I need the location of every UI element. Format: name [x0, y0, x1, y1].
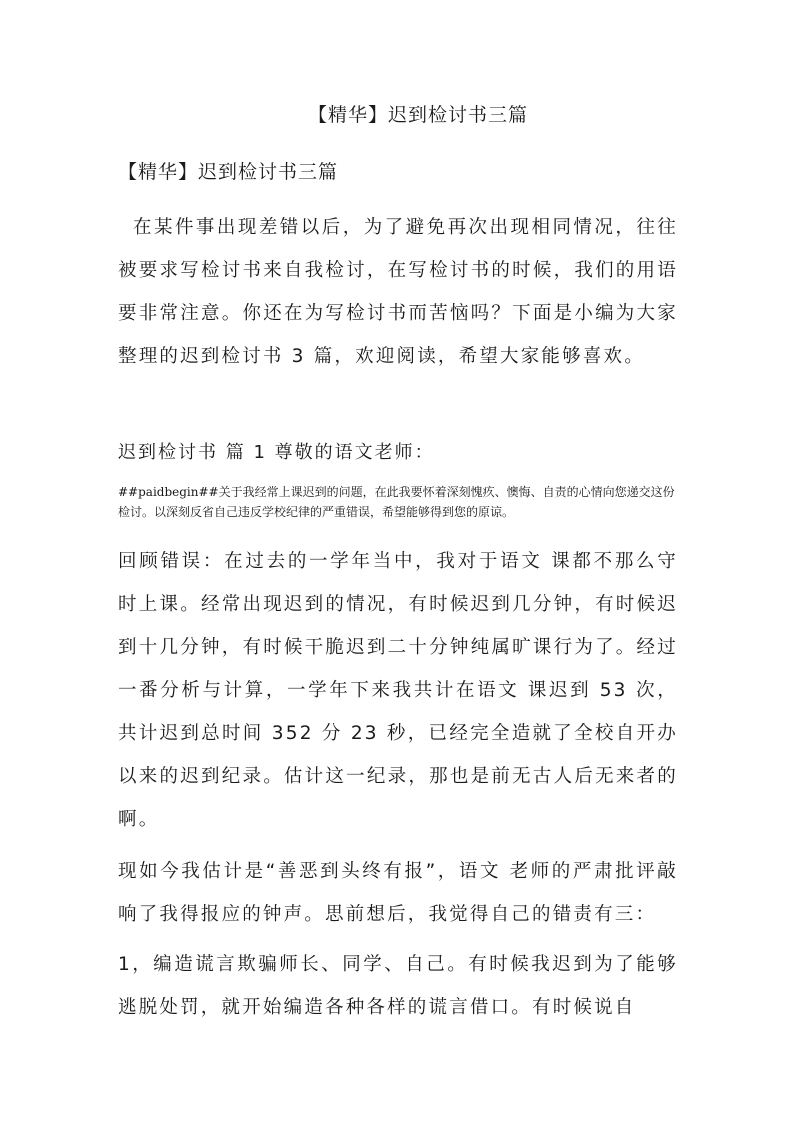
reflection-paragraph: 现如今我估计是“善恶到头终有报”，语文 老师的严肃批评敲响了我得报应的钟声。思前想后，我觉得自己的错责有三：	[118, 861, 678, 925]
point-one-paragraph: 1，编造谎言欺骗师长、同学、自己。有时候我迟到为了能够逃脱处罚，就开始编造各种各样的谎言借口。有时候说自	[118, 954, 678, 1018]
document-subtitle: 【精华】迟到检讨书三篇	[118, 161, 339, 183]
review-paragraph: 回顾错误：在过去的一学年当中，我对于语文 课都不那么守时上课。经常出现迟到的情况，有时候迟到几分钟，有时候迟到十几分钟，有时候干脆迟到二十分钟纯属旷课行为了。经过一番分析与计算，一学年下来我共计在语文 课迟到 53 次，共计迟到总时间 352 分 23 秒，已经完全造就了全校自开办以来的迟到纪录。估计这一纪录，那也是前无古人后无来者的啊。	[118, 551, 678, 830]
section-heading: 迟到检讨书 篇 1 尊敬的语文老师：	[118, 442, 435, 463]
intro-paragraph: 在某件事出现差错以后，为了避免再次出现相同情况，往往被要求写检讨书来自我检讨，在写检讨书的时候，我们的用语要非常注意。你还在为写检讨书而苦恼吗？下面是小编为大家整理的迟到检讨书 3 篇，欢迎阅读，希望大家能够喜欢。	[118, 217, 678, 367]
page-title: 【精华】迟到检讨书三篇	[307, 104, 528, 126]
opening-paragraph: ##paidbegin##关于我经常上课迟到的问题，在此我要怀着深刻愧疚、懊悔、自责的心情向您递交这份检讨。以深刻反省自己违反学校纪律的严重错误，希望能够得到您的原谅。	[118, 485, 675, 519]
